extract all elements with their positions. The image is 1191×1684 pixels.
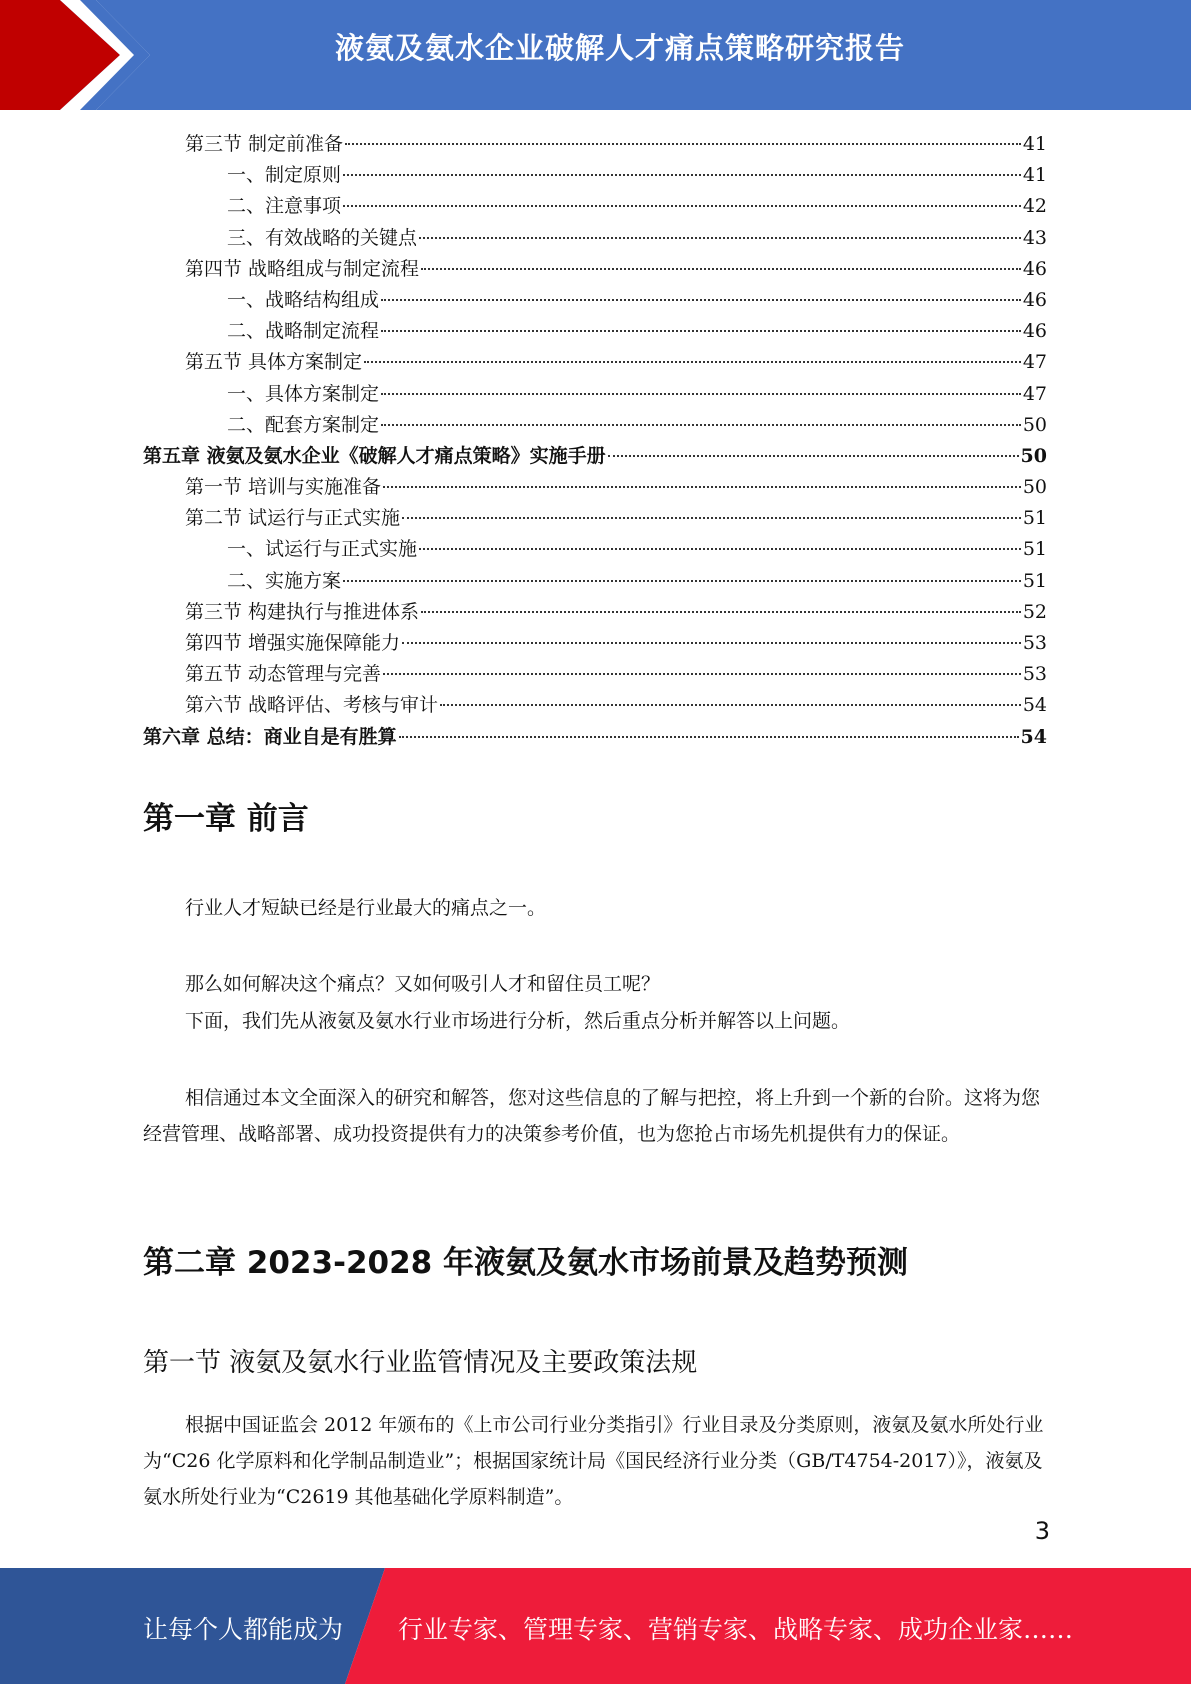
toc-entry-label: 二、配套方案制定 [227, 413, 380, 436]
toc-entry-page: 41 [1022, 133, 1047, 155]
toc-entry-page: 50 [1022, 413, 1047, 436]
toc-entry[interactable] [143, 223, 1047, 254]
toc-dot-leader [381, 424, 1021, 426]
chapter-2-heading: 第二章 2023-2028 年液氨及氨水市场前景及趋势预测 [143, 1245, 909, 1281]
toc-entry[interactable] [143, 472, 1047, 503]
toc-dot-leader [381, 330, 1021, 332]
footer-slogan-left: 让每个人都能成为 [143, 1615, 344, 1644]
toc-dot-leader [402, 517, 1021, 519]
toc-entry-label: 第二节 试运行与正式实施 [185, 507, 401, 530]
toc-entry-label: 第五节 动态管理与完善 [185, 663, 382, 686]
footer-slogan-right: 行业专家、管理专家、营销专家、战略专家、成功企业家…… [398, 1615, 1074, 1644]
toc-entry[interactable] [143, 659, 1047, 690]
toc-entry-page: 51 [1022, 538, 1047, 561]
toc-entry-label: 第三节 构建执行与推进体系 [185, 600, 420, 623]
toc-entry[interactable] [143, 191, 1047, 222]
toc-dot-leader [383, 673, 1021, 675]
toc-entry[interactable] [143, 534, 1047, 565]
toc-entry-label: 第五节 具体方案制定 [185, 351, 363, 374]
toc-entry-label: 三、有效战略的关键点 [227, 226, 418, 249]
toc-entry[interactable] [143, 690, 1047, 721]
toc-entry-label: 第四节 增强实施保障能力 [185, 632, 401, 654]
toc-entry-label: 二、实施方案 [227, 569, 342, 592]
section-heading: 第一节 液氨及氨水行业监管情况及主要政策法规 [143, 1348, 698, 1378]
toc-entry[interactable] [143, 347, 1047, 378]
toc-dot-leader [381, 393, 1021, 395]
toc-entry[interactable] [143, 285, 1047, 316]
paragraph: 那么如何解决这个痛点？又如何吸引人才和留住员工呢？ [185, 973, 661, 995]
toc-entry-label: 一、试运行与正式实施 [227, 538, 418, 561]
toc-entry-page: 50 [1020, 444, 1047, 467]
toc-entry-page: 46 [1022, 320, 1047, 343]
page-number: 3 [1034, 1517, 1050, 1545]
toc-dot-leader [364, 361, 1021, 363]
footer-banner [0, 1568, 1191, 1684]
toc-entry-page: 53 [1022, 663, 1047, 686]
toc-entry-label: 一、具体方案制定 [227, 382, 380, 405]
toc-entry-label: 一、战略结构组成 [227, 288, 380, 311]
toc-entry-page: 53 [1022, 632, 1047, 654]
toc-entry[interactable] [143, 441, 1047, 472]
toc-dot-leader [440, 704, 1021, 706]
toc-entry-page: 54 [1020, 725, 1047, 748]
header-banner [0, 0, 1191, 110]
toc-entry-label: 一、制定原则 [227, 164, 342, 187]
toc-entry[interactable] [143, 129, 1047, 160]
table-of-contents [143, 129, 1047, 753]
toc-entry-label: 第四节 战略组成与制定流程 [185, 257, 420, 280]
paragraph: 相信通过本文全面深入的研究和解答，您对这些信息的了解与把控，将上升到一个新的台阶。这将为您经营管理、战略部署、成功投资提供有力的决策参考价值，也为您抢占市场先机提供有力的保证。 [143, 1087, 1041, 1145]
toc-entry-page: 42 [1022, 195, 1047, 218]
toc-dot-leader [608, 455, 1019, 457]
toc-entry-page: 46 [1022, 288, 1047, 311]
paragraph: 下面，我们先从液氨及氨水行业市场进行分析，然后重点分析并解答以上问题。 [185, 1010, 851, 1032]
toc-entry-label: 第六节 战略评估、考核与审计 [185, 694, 439, 717]
toc-entry[interactable] [143, 160, 1047, 191]
toc-entry-page: 47 [1022, 351, 1047, 374]
toc-entry-page: 43 [1022, 226, 1047, 249]
toc-entry-page: 47 [1022, 382, 1047, 405]
toc-dot-leader [343, 580, 1021, 582]
toc-entry-page: 46 [1022, 257, 1047, 280]
toc-entry-label: 第六章 总结：商业自是有胜算 [143, 725, 397, 748]
toc-entry[interactable] [143, 566, 1047, 597]
toc-entry-label: 二、注意事项 [227, 195, 342, 218]
toc-entry-label: 第一节 培训与实施准备 [185, 476, 382, 499]
toc-dot-leader [381, 299, 1021, 301]
toc-dot-leader [399, 736, 1019, 738]
toc-entry[interactable] [143, 410, 1047, 441]
toc-entry[interactable] [143, 316, 1047, 347]
toc-dot-leader [419, 548, 1021, 550]
toc-entry-page: 52 [1022, 600, 1047, 623]
paragraph: 根据中国证监会 2012 年颁布的《上市公司行业分类指引》行业目录及分类原则，液氨及氨水所处行业为“C26 化学原料和化学制品制造业”；根据国家统计局《国民经济行业分类（GB/T4754-2017）》，液氨及氨水所处行业为“C2619 其他基础化学原料制造”。 [143, 1414, 1044, 1508]
toc-dot-leader [402, 642, 1021, 644]
toc-entry[interactable] [143, 254, 1047, 285]
toc-entry[interactable] [143, 379, 1047, 410]
toc-entry-label: 第五章 液氨及氨水企业《破解人才痛点策略》实施手册 [143, 444, 606, 467]
toc-dot-leader [383, 486, 1021, 488]
toc-entry-label: 二、战略制定流程 [227, 320, 380, 343]
toc-entry-page: 51 [1022, 569, 1047, 592]
toc-dot-leader [343, 205, 1021, 207]
toc-dot-leader [421, 268, 1021, 270]
chapter-1-heading: 第一章 前言 [143, 801, 309, 837]
paragraph: 行业人才短缺已经是行业最大的痛点之一。 [185, 897, 547, 919]
toc-entry-page: 51 [1022, 507, 1047, 530]
toc-dot-leader [343, 174, 1021, 176]
toc-dot-leader [345, 143, 1021, 145]
toc-entry[interactable] [143, 597, 1047, 628]
toc-entry[interactable] [143, 722, 1047, 753]
toc-entry-page: 54 [1022, 694, 1047, 717]
toc-entry[interactable] [143, 503, 1047, 534]
toc-dot-leader [421, 611, 1021, 613]
report-title: 液氨及氨水企业破解人才痛点策略研究报告 [334, 31, 905, 65]
toc-entry-page: 50 [1022, 476, 1047, 499]
toc-entry-label: 第三节 制定前准备 [185, 133, 344, 155]
toc-entry[interactable] [143, 628, 1047, 659]
toc-entry-page: 41 [1022, 164, 1047, 187]
toc-dot-leader [419, 237, 1021, 239]
